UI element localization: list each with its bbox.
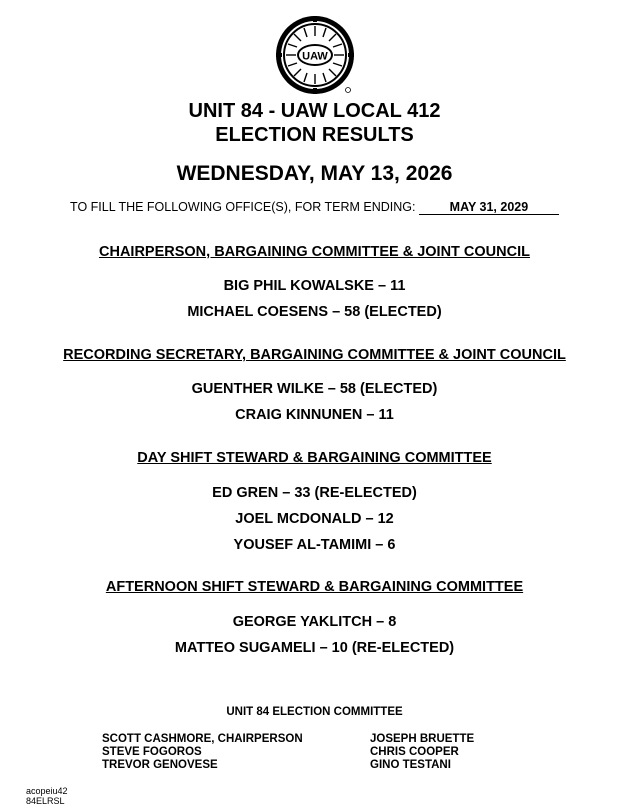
uaw-logo	[274, 14, 356, 96]
section-heading-day-shift: DAY SHIFT STEWARD & BARGAINING COMMITTEE	[137, 450, 492, 466]
committee-member: CHRIS COOPER	[370, 746, 459, 758]
page-title: UNIT 84 - UAW LOCAL 412	[188, 100, 441, 122]
candidate-result: BIG PHIL KOWALSKE – 11	[223, 278, 406, 294]
term-date: MAY 31, 2029	[419, 200, 559, 215]
term-text: TO FILL THE FOLLOWING OFFICE(S), FOR TERM ENDING:	[70, 200, 416, 214]
committee-member: SCOTT CASHMORE, CHAIRPERSON	[102, 733, 303, 745]
candidate-result: MATTEO SUGAMELI – 10 (RE-ELECTED)	[174, 640, 455, 656]
election-date: WEDNESDAY, MAY 13, 2026	[176, 162, 453, 185]
committee-right-column	[370, 733, 474, 772]
candidate-result: ED GREN – 33 (RE-ELECTED)	[212, 485, 417, 501]
committee-member: STEVE FOGOROS	[102, 746, 202, 758]
candidate-result: CRAIG KINNUNEN – 11	[235, 407, 394, 423]
committee-member: TREVOR GENOVESE	[102, 759, 218, 771]
committee-member: JOSEPH BRUETTE	[370, 733, 475, 745]
committee-left-column	[102, 733, 303, 772]
section-heading-afternoon-shift: AFTERNOON SHIFT STEWARD & BARGAINING COMMITTEE	[105, 579, 524, 595]
candidate-result: YOUSEF AL-TAMIMI – 6	[233, 537, 396, 553]
uaw-emblem-icon	[274, 14, 356, 96]
footer-line: acopeiu42	[26, 786, 68, 796]
section-heading-recording-secretary: RECORDING SECRETARY, BARGAINING COMMITTEE & JOINT COUNCIL	[63, 347, 566, 363]
section-heading-chairperson: CHAIRPERSON, BARGAINING COMMITTEE & JOINT COUNCIL	[99, 244, 530, 260]
committee-title: UNIT 84 ELECTION COMMITTEE	[226, 706, 403, 718]
footer-line: 84ELRSL	[26, 796, 65, 806]
candidate-result: GEORGE YAKLITCH – 8	[232, 614, 397, 630]
committee-member: GINO TESTANI	[370, 759, 451, 771]
page-subtitle: ELECTION RESULTS	[215, 124, 414, 146]
term-line	[0, 200, 629, 215]
candidate-result: MICHAEL COESENS – 58 (ELECTED)	[187, 304, 442, 320]
footer-code	[26, 786, 68, 806]
candidate-result: JOEL MCDONALD – 12	[235, 511, 394, 527]
logo-text: UAW	[302, 50, 328, 63]
candidate-result: GUENTHER WILKE – 58 (ELECTED)	[191, 381, 438, 397]
